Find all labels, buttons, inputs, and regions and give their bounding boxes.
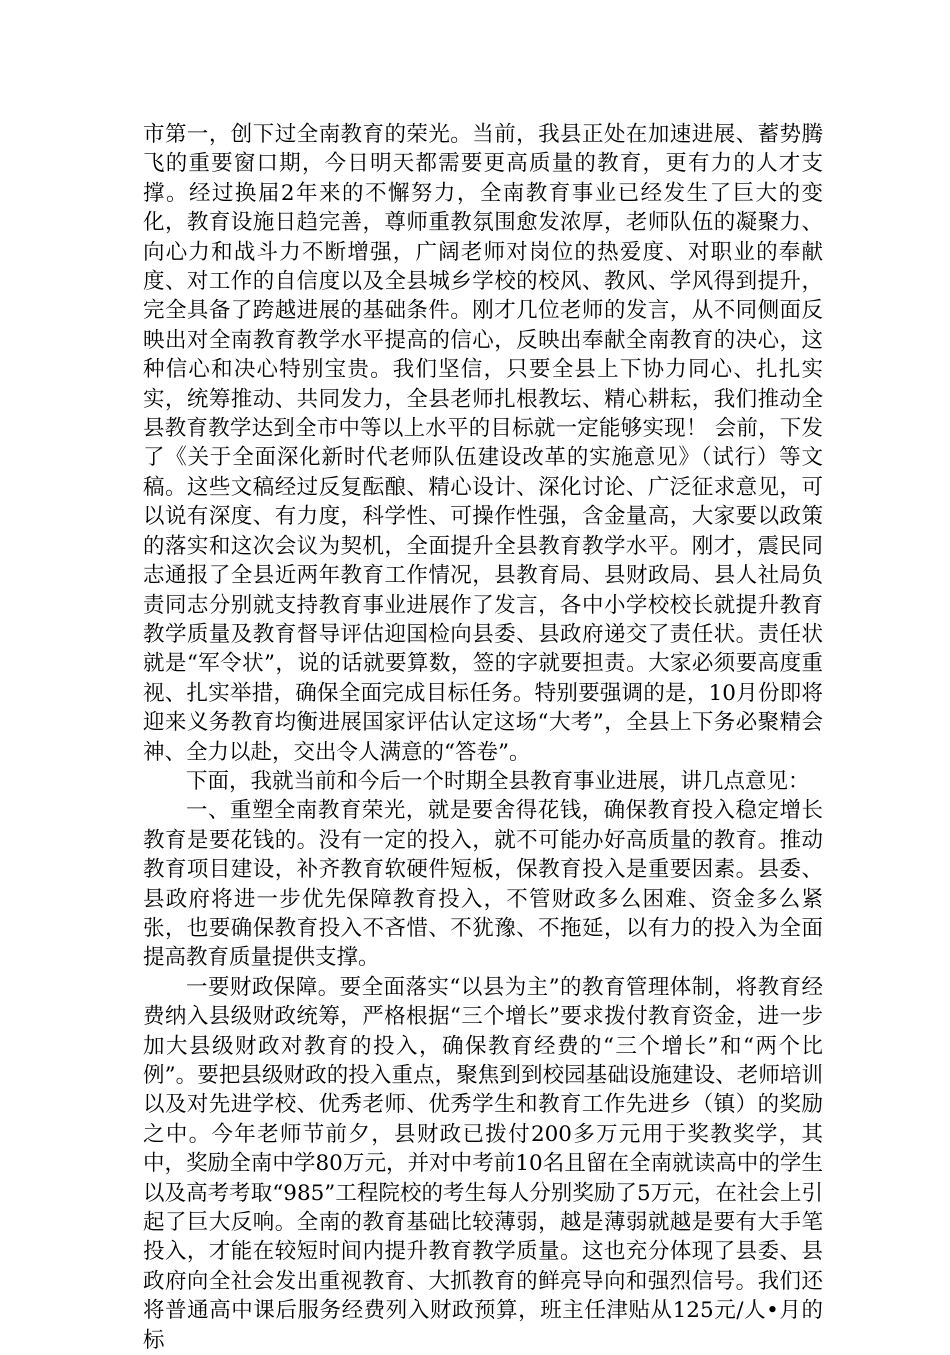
- document-body: [143, 120, 823, 1355]
- paragraph-section-one: 一、重塑全南教育荣光，就是要舍得花钱，确保教育投入稳定增长 教育是要花钱的。没有一定的投入，就不可能办好高质量的教育。推动教育项目建设，补齐教育软硬件短板，保教育投入是重要因素。县委、县政府将进一步优先保障教育投入，不管财政多么困难、资金多么紧张，也要确保教育投入不吝惜、不犹豫、不拖延，以有力的投入为全面提高教育质量提供支撑。: [143, 798, 823, 971]
- paragraph-financial-guarantee: 一要财政保障。要全面落实“以县为主”的教育管理体制，将教育经费纳入县级财政统筹，严格根据“三个增长”要求拨付教育资金，进一步加大县级财政对教育的投入，确保教育经费的“三个增长”和“两个比例”。要把县级财政的投入重点，聚焦到到校园基础设施建设、老师培训以及对先进学校、优秀老师、优秀学生和教育工作先进乡（镇）的奖励之中。今年老师节前夕，县财政已拨付200多万元用于奖教奖学，其中，奖励全南中学80万元，并对中考前10名且留在全南就读高中的学生以及高考考取“985”工程院校的考生每人分别奖励了5万元，在社会上引起了巨大反响。全南的教育基础比较薄弱，越是薄弱就越是要有大手笔投入，才能在较短时间内提升教育教学质量。这也充分体现了县委、县政府向全社会发出重视教育、大抓教育的鲜亮导向和强烈信号。我们还将普通高中课后服务经费列入财政预算，班主任津贴从125元/人•月的标: [143, 974, 823, 1353]
- paragraph-intro: 下面，我就当前和今后一个时期全县教育事业进展，讲几点意见：: [186, 768, 810, 794]
- paragraph-continuation: 市第一，创下过全南教育的荣光。当前，我县正处在加速进展、蓄势腾飞的重要窗口期，今日明天都需要更高质量的教育，更有力的人才支撑。经过换届2年来的不懈努力，全南教育事业已经发生了巨大的变化，教育设施日趋完善，尊师重教氛围愈发浓厚，老师队伍的凝聚力、向心力和战斗力不断增强，广阔老师对岗位的热爱度、对职业的奉献度、对工作的自信度以及全县城乡学校的校风、教风、学风得到提升，完全具备了跨越进展的基础条件。刚才几位老师的发言，从不同侧面反映出对全南教育教学水平提高的信心，反映出奉献全南教育的决心，这种信心和决心特别宝贵。我们坚信，只要全县上下协力同心、扎扎实实，统筹推动、共同发力，全县老师扎根教坛、精心耕耘，我们推动全县教育教学达到全市中等以上水平的目标就一定能够实现！ 会前，下发了《关于全面深化新时代老师队伍建设改革的实施意见》（试行）等文稿。这些文稿经过反复酝酿、精心设计、深化讨论、广泛征求意见，可以说有深度、有力度，科学性、可操作性强，含金量高，大家要以政策的落实和这次会议为契机，全面提升全县教育教学水平。刚才，震民同志通报了全县近两年教育工作情况，县教育局、县财政局、县人社局负责同志分别就支持教育事业进展作了发言，各中小学校校长就提升教育教学质量及教育督导评估迎国检向县委、县政府递交了责任状。责任状就是“军令状”，说的话就要算数，签的字就要担责。大家必须要高度重视、扎实举措，确保全面完成目标任务。特别要强调的是，10月份即将迎来义务教育均衡进展国家评估认定这场“大考”，全县上下务必聚精会神、全力以赴，交出令人满意的“答卷”。: [143, 122, 823, 765]
